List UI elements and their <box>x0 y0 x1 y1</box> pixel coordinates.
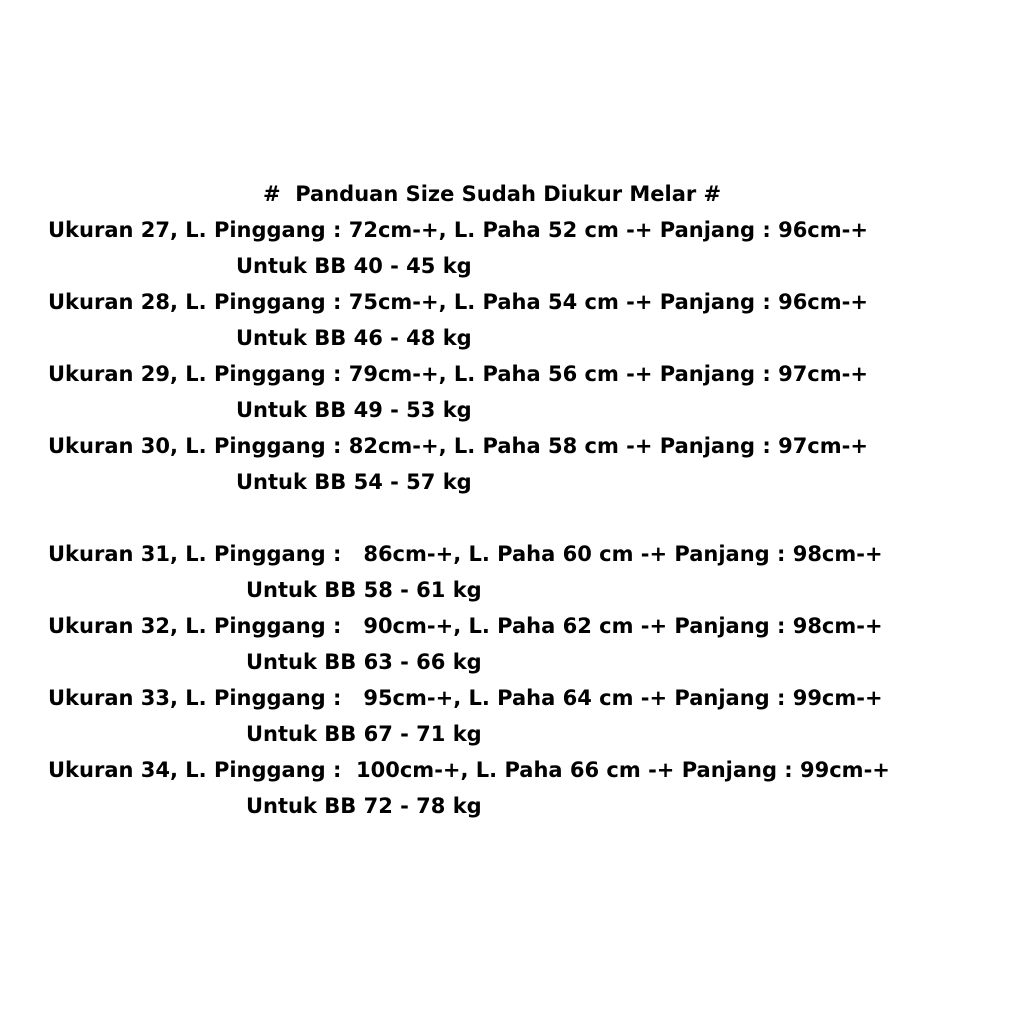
size-30-weight: Untuk BB 54 - 57 kg <box>236 470 472 494</box>
size-28-weight: Untuk BB 46 - 48 kg <box>236 326 472 350</box>
size-34-line: Ukuran 34, L. Pinggang : 100cm-+, L. Paha 66 cm -+ Panjang : 99cm-+ <box>48 758 890 782</box>
size-27-line: Ukuran 27, L. Pinggang : 72cm-+, L. Paha 52 cm -+ Panjang : 96cm-+ <box>48 218 868 242</box>
size-34-weight: Untuk BB 72 - 78 kg <box>246 794 482 818</box>
size-29-line: Ukuran 29, L. Pinggang : 79cm-+, L. Paha 56 cm -+ Panjang : 97cm-+ <box>48 362 868 386</box>
size-31-line: Ukuran 31, L. Pinggang : 86cm-+, L. Paha 60 cm -+ Panjang : 98cm-+ <box>48 542 883 566</box>
size-32-weight: Untuk BB 63 - 66 kg <box>246 650 482 674</box>
size-27-weight: Untuk BB 40 - 45 kg <box>236 254 472 278</box>
size-30-line: Ukuran 30, L. Pinggang : 82cm-+, L. Paha 58 cm -+ Panjang : 97cm-+ <box>48 434 868 458</box>
size-guide-title: # Panduan Size Sudah Diukur Melar # <box>263 182 722 206</box>
size-33-weight: Untuk BB 67 - 71 kg <box>246 722 482 746</box>
size-33-line: Ukuran 33, L. Pinggang : 95cm-+, L. Paha 64 cm -+ Panjang : 99cm-+ <box>48 686 883 710</box>
size-31-weight: Untuk BB 58 - 61 kg <box>246 578 482 602</box>
size-28-line: Ukuran 28, L. Pinggang : 75cm-+, L. Paha 54 cm -+ Panjang : 96cm-+ <box>48 290 868 314</box>
size-32-line: Ukuran 32, L. Pinggang : 90cm-+, L. Paha 62 cm -+ Panjang : 98cm-+ <box>48 614 883 638</box>
size-29-weight: Untuk BB 49 - 53 kg <box>236 398 472 422</box>
